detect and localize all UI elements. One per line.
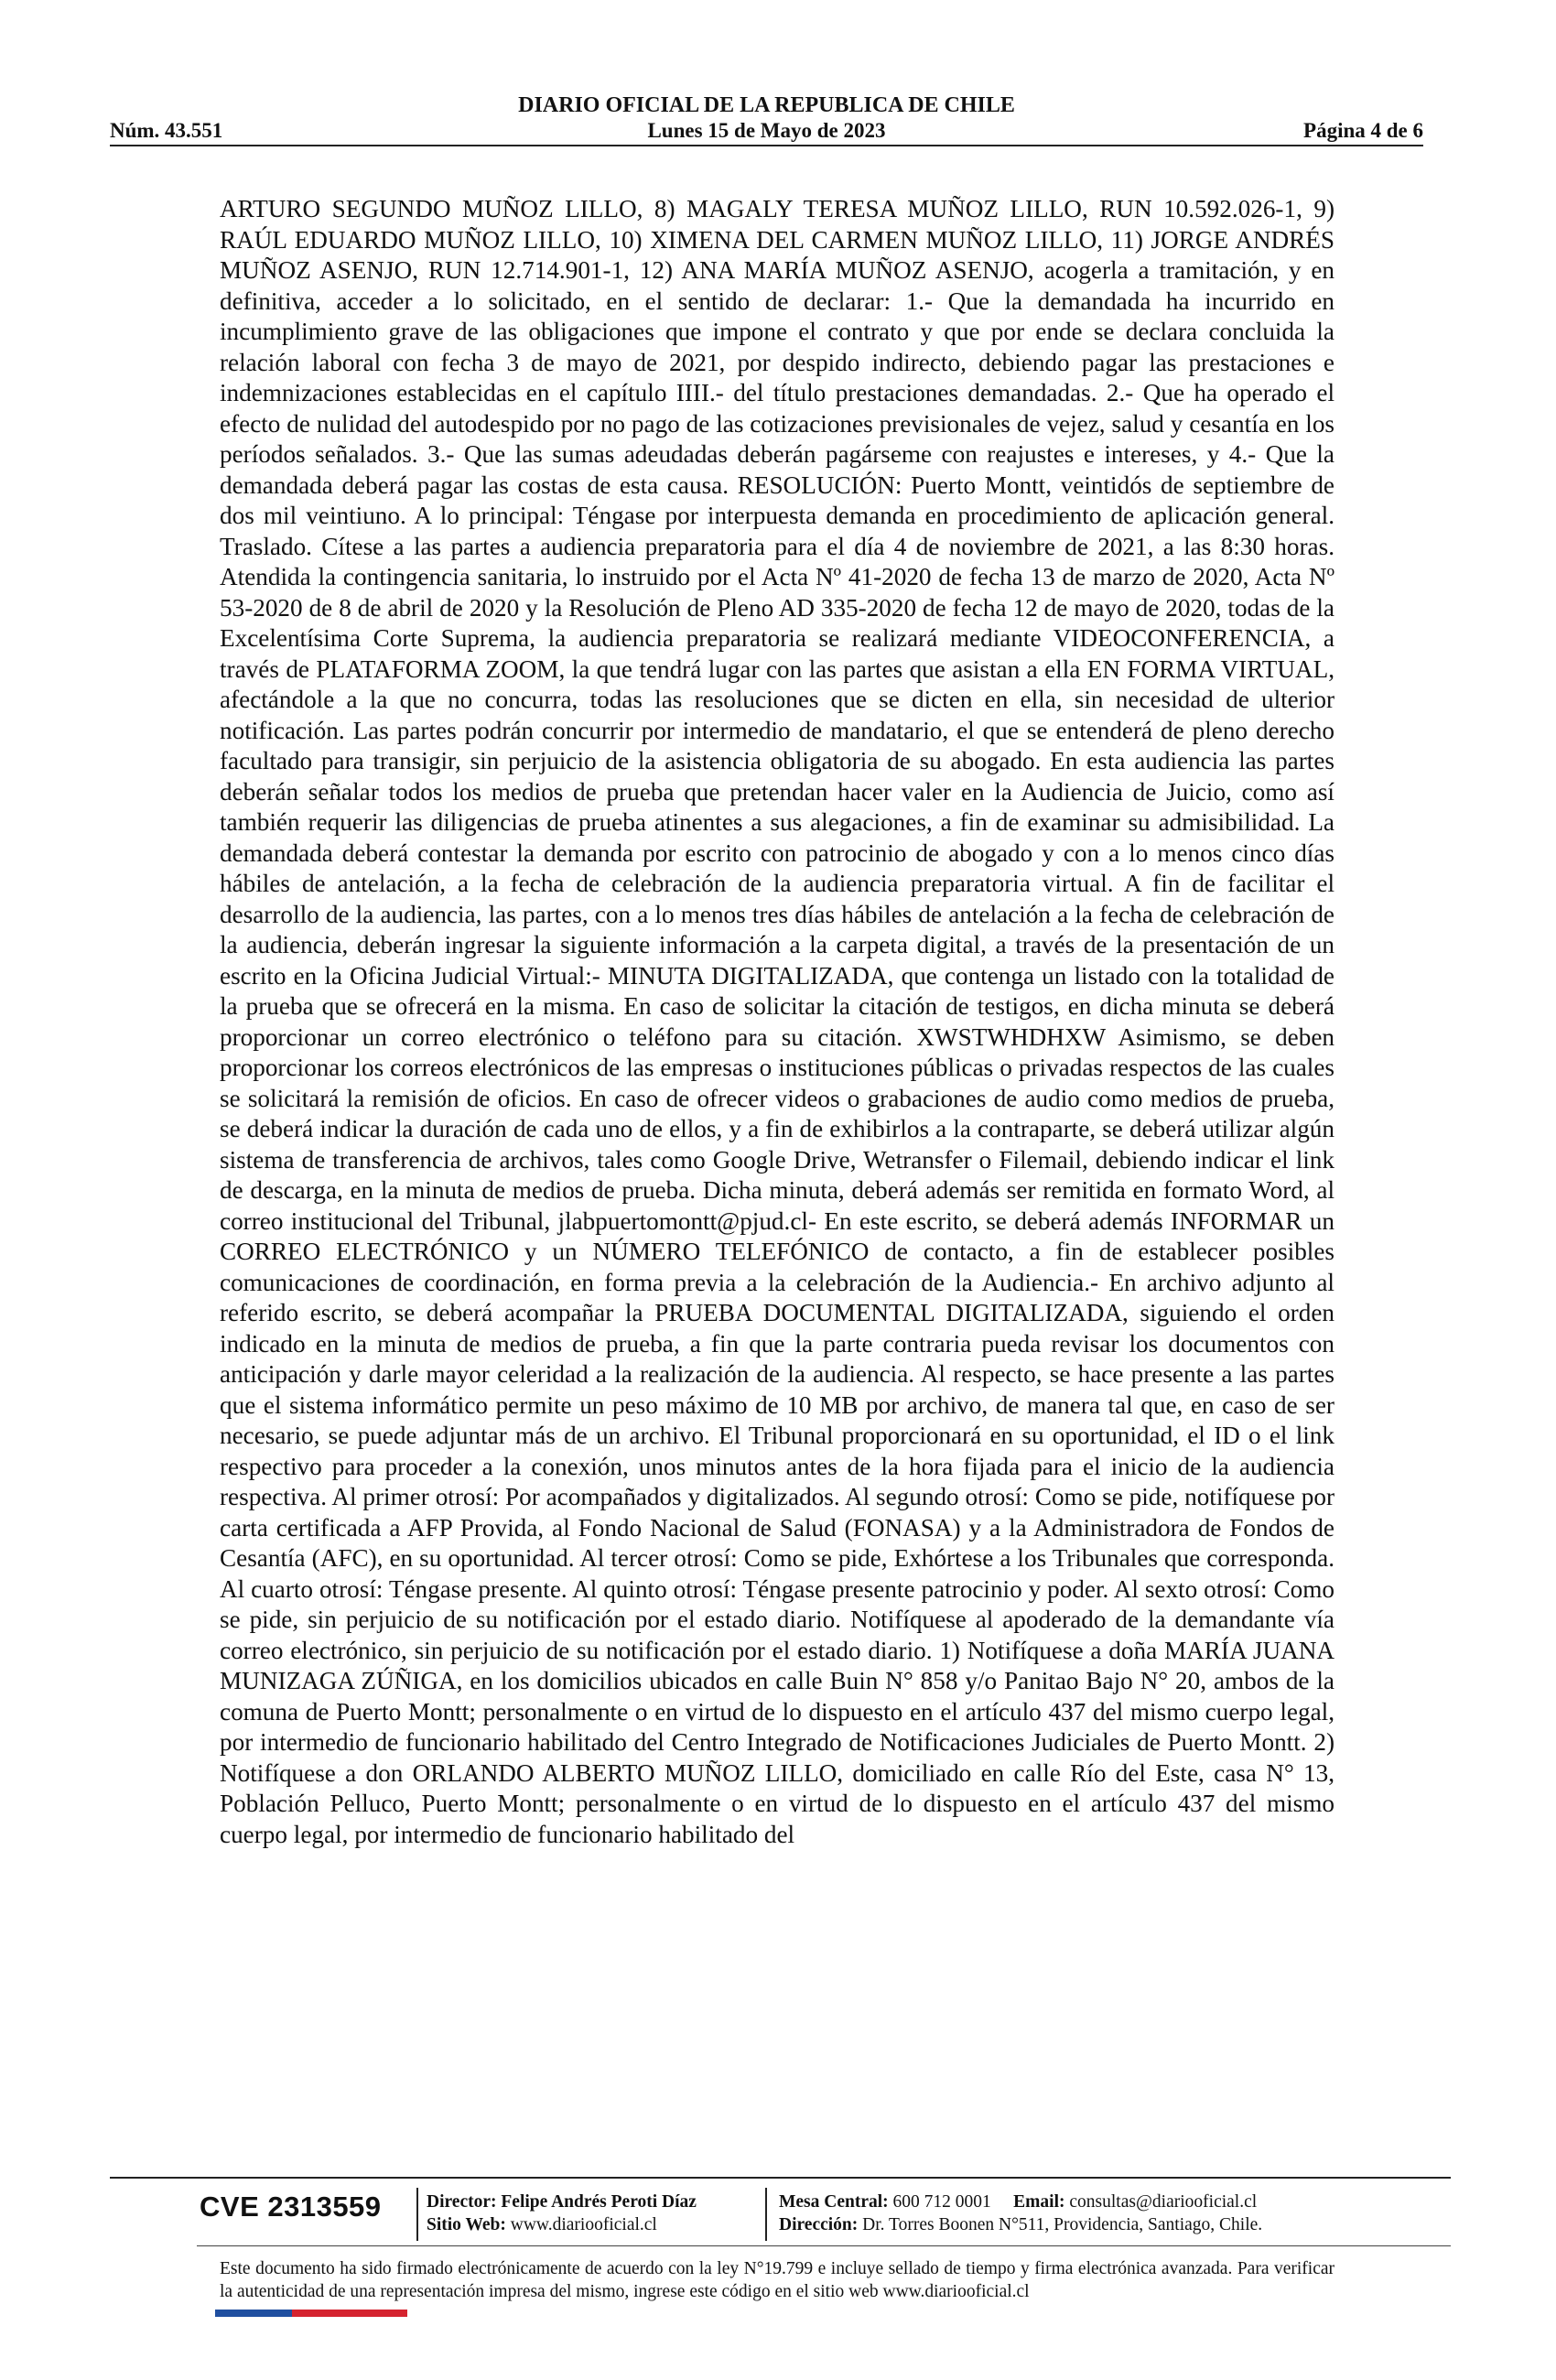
cve-code: CVE 2313559: [200, 2191, 382, 2223]
footer-contact-block: [779, 2191, 1262, 2236]
address-value: Dr. Torres Boonen N°511, Providencia, Santiago, Chile.: [862, 2215, 1263, 2234]
flag-stripe: [369, 2310, 407, 2317]
flag-stripe: [254, 2310, 292, 2317]
address-label: Dirección:: [779, 2215, 859, 2234]
email-link[interactable]: consultas@diariooficial.cl: [1069, 2192, 1258, 2212]
page-indicator: Página 4 de 6: [1303, 119, 1423, 142]
footer-separator: [416, 2188, 418, 2241]
website-line: [427, 2213, 697, 2236]
footer-thin-divider: [197, 2245, 1451, 2246]
flag-stripe: [330, 2310, 369, 2317]
address-line: [779, 2213, 1262, 2236]
mesa-label: Mesa Central:: [779, 2192, 889, 2212]
issue-date: Lunes 15 de Mayo de 2023: [647, 119, 886, 142]
contact-line: [779, 2191, 1262, 2213]
footer-separator: [765, 2188, 767, 2241]
footer-director-block: [427, 2191, 697, 2236]
director-name: Felipe Andrés Peroti Díaz: [501, 2192, 697, 2212]
director-label: Director:: [427, 2192, 497, 2212]
issue-number: Núm. 43.551: [110, 119, 223, 142]
director-line: [427, 2191, 697, 2213]
chile-color-strip: [215, 2310, 407, 2317]
page-header: [110, 93, 1423, 146]
document-body-text: ARTURO SEGUNDO MUÑOZ LILLO, 8) MAGALY TERESA MUÑOZ LILLO, RUN 10.592.026-1, 9) RAÚL EDUARDO MUÑOZ LILLO, 10) XIMENA DEL CARMEN MUÑOZ LILLO, 11) JORGE ANDRÉS MUÑOZ ASENJO, RUN 12.714.901-1, 12) ANA MARÍA MUÑOZ ASENJO, acogerla a tramitación, y en definitiva, acceder a lo solicitado, en el sentido de declarar: 1.- Que la demandada ha incurrido en incumplimiento grave de las obligaciones que impone el contrato y que por ende se declara concluida la relación laboral con fecha 3 de mayo de 2021, por despido indirecto, debiendo pagar las prestaciones e indemnizaciones establecidas en el capítulo IIII.- del título prestaciones demandadas. 2.- Que ha operado el efecto de nulidad del autodespido por no pago de las cotizaciones previsionales de vejez, salud y cesantía en los períodos señalados. 3.- Que las sumas adeudadas deberán pagárseme con reajustes e intereses, y 4.- Que la demandada deberá pagar las costas de esta causa. RESOLUCIÓN: Puerto Montt, veintidós de septiembre de dos mil veintiuno. A lo principal: Téngase por interpuesta demanda en procedimiento de aplicación general. Traslado. Cítese a las partes a audiencia preparatoria para el día 4 de noviembre de 2021, a las 8:30 horas. Atendida la contingencia sanitaria, lo instruido por el Acta Nº 41-2020 de fecha 13 de marzo de 2020, Acta Nº 53-2020 de 8 de abril de 2020 y la Resolución de Pleno AD 335-2020 de fecha 12 de mayo de 2020, todas de la Excelentísima Corte Suprema, la audiencia preparatoria se realizará mediante VIDEOCONFERENCIA, a través de PLATAFORMA ZOOM, la que tendrá lugar con las partes que asistan a ella EN FORMA VIRTUAL, afectándole a la que no concurra, todas las resoluciones que se dicten en ella, sin necesidad de ulterior notificación. Las partes podrán concurrir por intermedio de mandatario, el que se entenderá de pleno derecho facultado para transigir, sin perjuicio de la asistencia obligatoria de su abogado. En esta audiencia las partes deberán señalar todos los medios de prueba que pretendan hacer valer en la Audiencia de Juicio, como así también requerir las diligencias de prueba atinentes a sus alegaciones, a fin de examinar su admisibilidad. La demandada deberá contestar la demanda por escrito con patrocinio de abogado y con a lo menos cinco días hábiles de antelación, a la fecha de celebración de la audiencia preparatoria virtual. A fin de facilitar el desarrollo de la audiencia, las partes, con a lo menos tres días hábiles de antelación a la fecha de celebración de la audiencia, deberán ingresar la siguiente información a la carpeta digital, a través de la presentación de un escrito en la Oficina Judicial Virtual:- MINUTA DIGITALIZADA, que contenga un listado con la totalidad de la prueba que se ofrecerá en la misma. En caso de solicitar la citación de testigos, en dicha minuta se deberá proporcionar un correo electrónico o teléfono para su citación. XWSTWHDHXW Asimismo, se deben proporcionar los correos electrónicos de las empresas o instituciones públicas o privadas respectos de las cuales se solicitará la remisión de oficios. En caso de ofrecer videos o grabaciones de audio como medios de prueba, se deberá indicar la duración de cada uno de ellos, y a fin de exhibirlos a la contraparte, se deberá utilizar algún sistema de transferencia de archivos, tales como Google Drive, Wetransfer o Filemail, debiendo indicar el link de descarga, en la minuta de medios de prueba. Dicha minuta, deberá además ser remitida en formato Word, al correo institucional del Tribunal, jlabpuertomontt@pjud.cl- En este escrito, se deberá además INFORMAR un CORREO ELECTRÓNICO y un NÚMERO TELEFÓNICO de contacto, a fin de establecer posibles comunicaciones de coordinación, en forma previa a la celebración de la Audiencia.- En archivo adjunto al referido escrito, se deberá acompañar la PRUEBA DOCUMENTAL DIGITALIZADA, siguiendo el orden indicado en la minuta de medios de prueba, a fin que la parte contraria pueda revisar los documentos con anticipación y darle mayor celeridad a la realización de la audiencia. Al respecto, se hace presente a las partes que el sistema informático permite un peso máximo de 10 MB por archivo, de manera tal que, en caso de ser necesario, se puede adjuntar más de un archivo. El Tribunal proporcionará en su oportunidad, el ID o el link respectivo para proceder a la conexión, unos minutos antes de la hora fijada para el inicio de la audiencia respectiva. Al primer otrosí: Por acompañados y digitalizados. Al segundo otrosí: Como se pide, notifíquese por carta certificada a AFP Provida, al Fondo Nacional de Salud (FONASA) y a la Administradora de Fondos de Cesantía (AFC), en su oportunidad. Al tercer otrosí: Como se pide, Exhórtese a los Tribunales que corresponda. Al cuarto otrosí: Téngase presente. Al quinto otrosí: Téngase presente patrocinio y poder. Al sexto otrosí: Como se pide, sin perjuicio de su notificación por el estado diario. Notifíquese al apoderado de la demandante vía correo electrónico, sin perjuicio de su notificación por el estado diario. 1) Notifíquese a doña MARÍA JUANA MUNIZAGA ZÚÑIGA, en los domicilios ubicados en calle Buin N° 858 y/o Panitao Bajo N° 20, ambos de la comuna de Puerto Montt; personalmente o en virtud de lo dispuesto en el artículo 437 del mismo cuerpo legal, por intermedio de funcionario habilitado del Centro Integrado de Notificaciones Judiciales de Puerto Montt. 2) Notifíquese a don ORLANDO ALBERTO MUÑOZ LILLO, domiciliado en calle Río del Este, casa N° 13, Población Pelluco, Puerto Montt; personalmente o en virtud de lo dispuesto en el artículo 437 del mismo cuerpo legal, por intermedio de funcionario habilitado del: [220, 195, 1334, 1848]
legal-notice: Este documento ha sido firmado electrónicamente de acuerdo con la ley N°19.799 e incluye sellado de tiempo y firma electrónica avanzada. Para verificar la autenticidad de una representación impresa del mismo, ingrese este código en el sitio web www.diariooficial.cl: [220, 2259, 1334, 2301]
header-divider: [110, 145, 1423, 146]
email-label: Email:: [1013, 2192, 1065, 2212]
publication-title: DIARIO OFICIAL DE LA REPUBLICA DE CHILE: [518, 93, 1015, 117]
footer-divider: [110, 2177, 1451, 2179]
website-link[interactable]: www.diariooficial.cl: [510, 2215, 657, 2234]
flag-stripe: [292, 2310, 330, 2317]
mesa-phone: 600 712 0001: [892, 2192, 991, 2212]
website-label: Sitio Web:: [427, 2215, 506, 2234]
flag-stripe: [215, 2310, 254, 2317]
